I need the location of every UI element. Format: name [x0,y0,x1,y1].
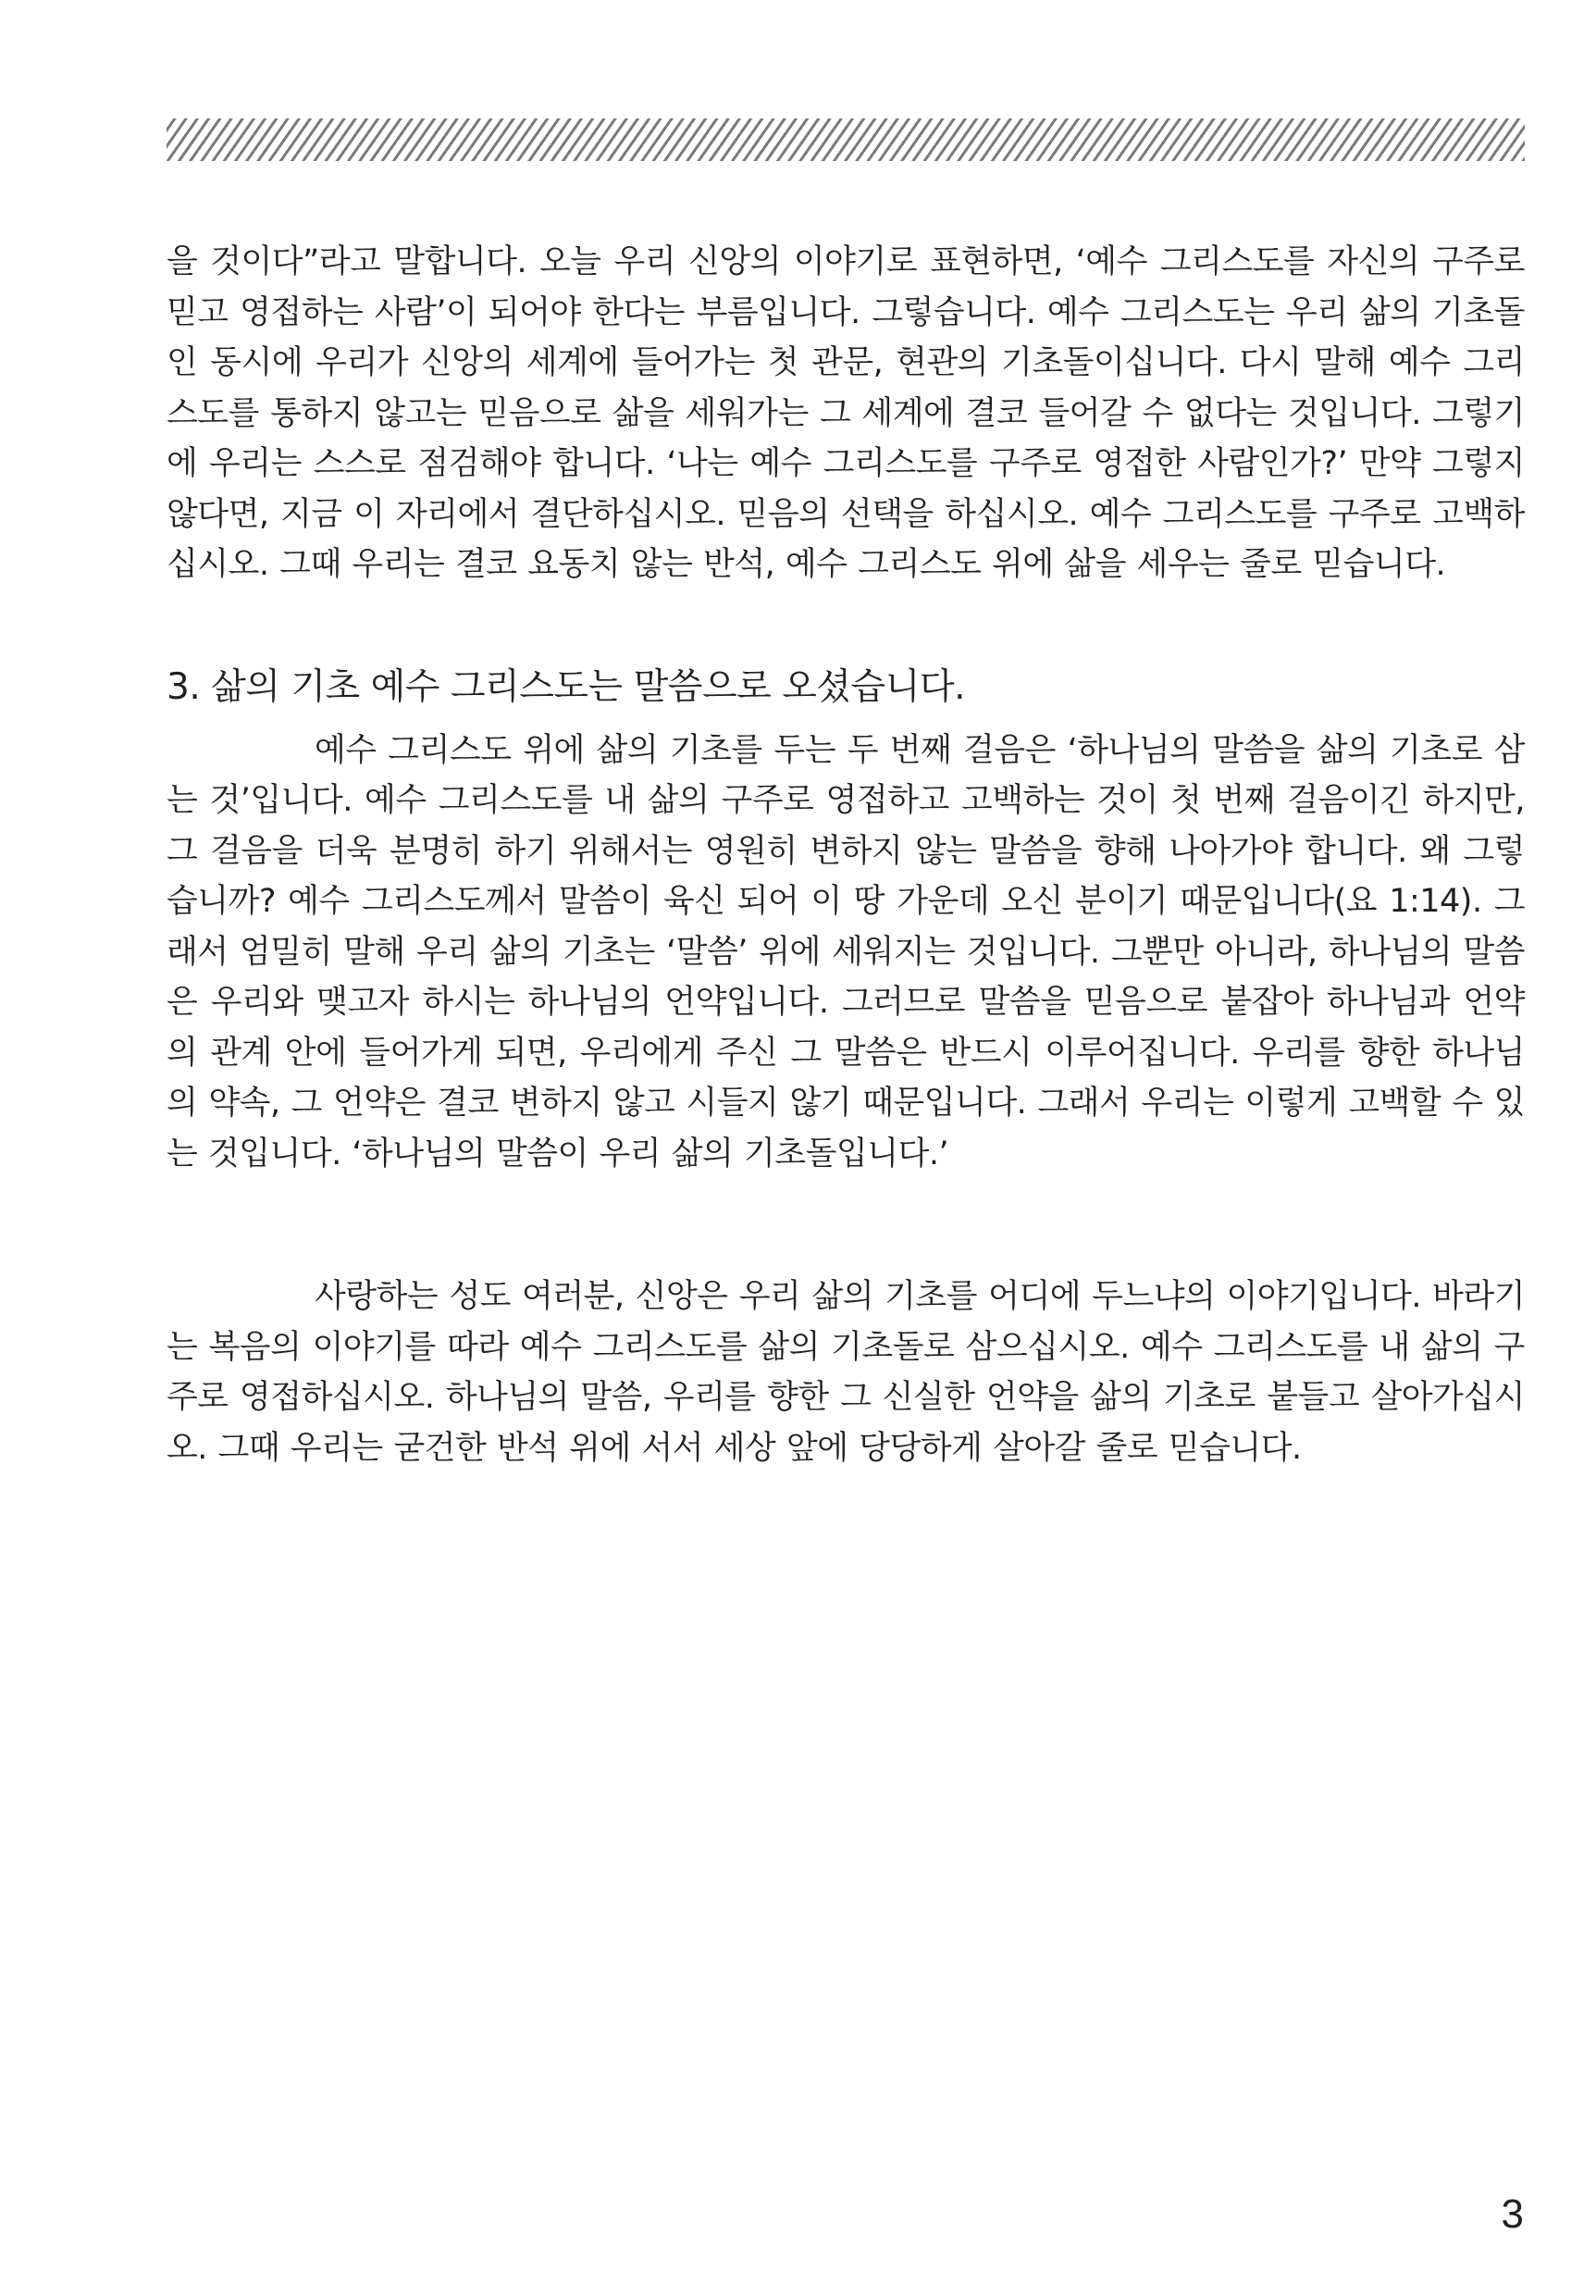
body-paragraph-1: 을 것이다”라고 말합니다. 오늘 우리 신앙의 이야기로 표현하면, ‘예수 그리스도를 자신의 구주로 믿고 영접하는 사람’이 되어야 한다는 부름입니다. 그렇습니다. 예수 그리스도는 우리 삶의 기초돌인 동시에 우리가 신앙의 세계에 들어가는 첫 관문, 현관의 기초돌이십니다. 다시 말해 예수 그리스도를 통하지 않고는 믿음으로 삶을 세워가는 그 세계에 결코 들어갈 수 없다는 것입니다. 그렇기에 우리는 스스로 점검해야 합니다. ‘나는 예수 그리스도를 구주로 영접한 사람인가?’ 만약 그렇지 않다면, 지금 이 자리에서 결단하십시오. 믿음의 선택을 하십시오. 예수 그리스도를 구주로 고백하십시오. 그때 우리는 결코 요동치 않는 반석, 예수 그리스도 위에 삶을 세우는 줄로 믿습니다. [167,243,1525,583]
header-stripe-band [167,118,1525,161]
section-heading: 3. 삶의 기초 예수 그리스도는 말씀으로 오셨습니다. [167,665,965,708]
body-paragraph-3: 사랑하는 성도 여러분, 신앙은 우리 삶의 기초를 어디에 두느냐의 이야기입니다. 바라기는 복음의 이야기를 따라 예수 그리스도를 삶의 기초돌로 삼으십시오. 예수 그리스도를 내 삶의 구주로 영접하십시오. 하나님의 말씀, 우리를 향한 그 신실한 언약을 삶의 기초로 붙들고 살아가십시오. 그때 우리는 굳건한 반석 위에 서서 세상 앞에 당당하게 살아갈 줄로 믿습니다. [167,1278,1525,1467]
page-body [167,237,1525,1473]
page-number: 3 [1501,2191,1524,2237]
body-paragraph-2: 예수 그리스도 위에 삶의 기초를 두는 두 번째 걸음은 ‘하나님의 말씀을 삶의 기초로 삼는 것’입니다. 예수 그리스도를 내 삶의 구주로 영접하고 고백하는 것이 첫 번째 걸음이긴 하지만, 그 걸음을 더욱 분명히 하기 위해서는 영원히 변하지 않는 말씀을 향해 나아가야 합니다. 왜 그렇습니까? 예수 그리스도께서 말씀이 육신 되어 이 땅 가운데 오신 분이기 때문입니다(요 1:14). 그래서 엄밀히 말해 우리 삶의 기초는 ‘말씀’ 위에 세워지는 것입니다. 그뿐만 아니라, 하나님의 말씀은 우리와 맺고자 하시는 하나님의 언약입니다. 그러므로 말씀을 믿음으로 붙잡아 하나님과 언약의 관계 안에 들어가게 되면, 우리에게 주신 그 말씀은 반드시 이루어집니다. 우리를 향한 하나님의 약속, 그 언약은 결코 변하지 않고 시들지 않기 때문입니다. 그래서 우리는 이렇게 고백할 수 있는 것입니다. ‘하나님의 말씀이 우리 삶의 기초돌입니다.’ [167,731,1525,1173]
